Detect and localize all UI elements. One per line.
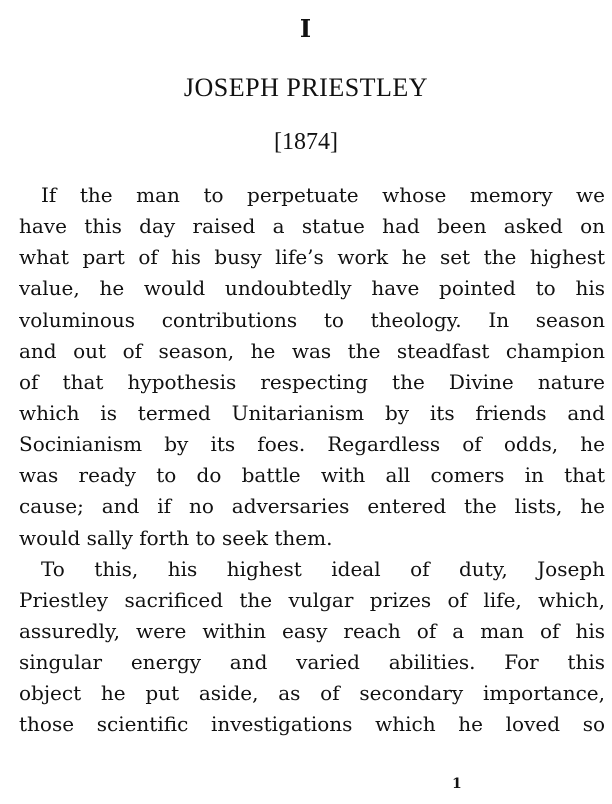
text-line: If the man to perpetuate whose memory we xyxy=(41,183,605,207)
text-line: would sally forth to seek them. xyxy=(19,525,333,550)
text-line: Socinianism by its foes. Regardless of odds, he xyxy=(19,432,605,457)
text-line: object he put aside, as of secondary importance, xyxy=(19,681,605,706)
text-line: of that hypothesis respecting the Divine nature xyxy=(19,369,605,394)
paragraph-1 xyxy=(19,180,605,554)
text-line: and out of season, he was the steadfast champion xyxy=(19,338,605,363)
text-line: singular energy and varied abilities. For this xyxy=(19,650,605,675)
chapter-year: [1874] xyxy=(274,129,338,155)
text-line: which is termed Unitarianism by its friends and xyxy=(19,400,605,425)
text-line: cause; and if no adversaries entered the lists, he xyxy=(19,494,605,519)
text-line: assuredly, were within easy reach of a man of his xyxy=(19,618,605,643)
page-number: 1 xyxy=(452,776,462,792)
body-text xyxy=(19,180,605,741)
text-line: have this day raised a statue had been asked on xyxy=(19,214,605,239)
text-line: was ready to do battle with all comers in that xyxy=(19,463,605,488)
chapter-title: JOSEPH PRIESTLEY xyxy=(183,73,429,102)
chapter-number: I xyxy=(299,14,313,43)
text-line: those scientific investigations which he loved so xyxy=(19,712,605,737)
text-line: Priestley sacrificed the vulgar prizes of life, which, xyxy=(19,587,605,612)
text-line: To this, his highest ideal of duty, Joseph xyxy=(41,556,605,581)
paragraph-2 xyxy=(19,554,605,741)
text-line: value, he would undoubtedly have pointed to his xyxy=(19,276,605,301)
text-line: voluminous contributions to theology. In season xyxy=(19,307,605,332)
text-line: what part of his busy life’s work he set the highest xyxy=(19,245,605,270)
